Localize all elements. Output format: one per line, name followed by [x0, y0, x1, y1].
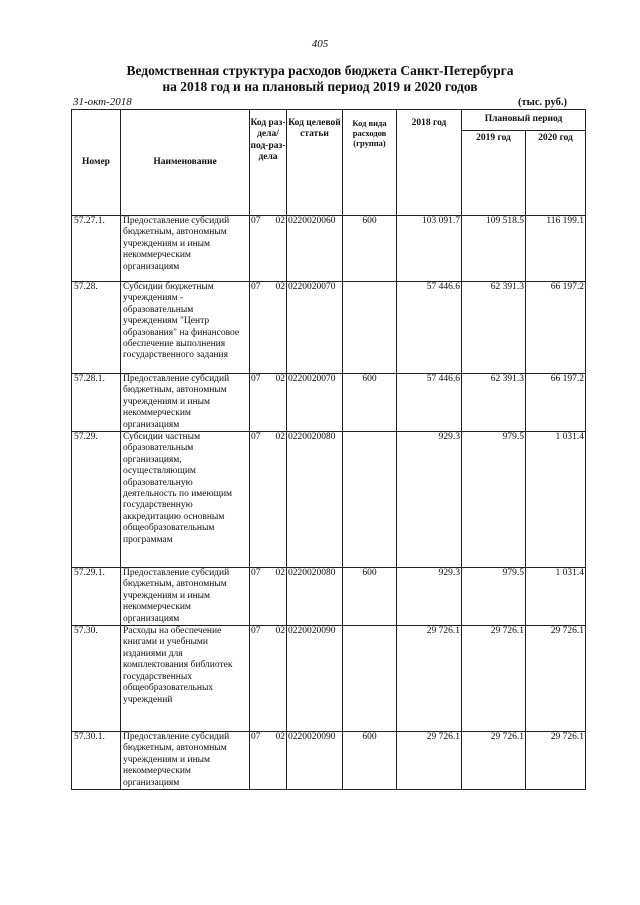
- row-target-code: 0220020070: [287, 282, 343, 374]
- subsection-code: 02: [275, 568, 285, 579]
- row-amount-2020: 66 197.2: [526, 374, 586, 432]
- row-expense-type: [343, 626, 397, 732]
- row-expense-type: [343, 282, 397, 374]
- table-row: [72, 374, 586, 432]
- section-code: 07: [251, 216, 261, 226]
- section-code: 07: [251, 626, 261, 637]
- report-date: 31-окт-2018: [73, 96, 132, 108]
- row-number: 57.30.1.: [72, 732, 121, 790]
- header-number: Номер: [72, 110, 121, 216]
- row-target-code: 0220020090: [287, 626, 343, 732]
- table-row: [72, 216, 586, 282]
- row-expense-type: 600: [343, 568, 397, 626]
- row-amount-2018: 103 091.7: [397, 216, 462, 282]
- header-2018: 2018 год: [397, 110, 462, 216]
- row-amount-2018: 929.3: [397, 568, 462, 626]
- subsection-code: 02: [275, 432, 285, 443]
- section-code: 07: [251, 568, 261, 579]
- section-code: 07: [251, 432, 261, 443]
- table-row: [72, 626, 586, 732]
- header-2019: 2019 год: [462, 131, 526, 216]
- title-line-2: на 2018 год и на плановый период 2019 и 2020 годов: [162, 79, 478, 94]
- header-section-code: Код раз-дела/ под-раз-дела: [250, 110, 287, 216]
- row-amount-2020: 116 199.1: [526, 216, 586, 282]
- row-section-code: [250, 374, 287, 432]
- units-label: (тыс. руб.): [518, 97, 567, 108]
- row-amount-2019: 62 391.3: [462, 282, 526, 374]
- subsection-code: 02: [275, 626, 285, 637]
- header-name: Наименование: [121, 110, 250, 216]
- row-amount-2019: 29 726.1: [462, 626, 526, 732]
- row-amount-2018: 929.3: [397, 432, 462, 568]
- row-amount-2019: 29 726.1: [462, 732, 526, 790]
- section-code: 07: [251, 732, 261, 743]
- row-target-code: 0220020080: [287, 568, 343, 626]
- row-amount-2019: 62 391.3: [462, 374, 526, 432]
- row-target-code: 0220020090: [287, 732, 343, 790]
- header-2020: 2020 год: [526, 131, 586, 216]
- row-name: Предоставление субсидий бюджетным, автономным учреждениям и иным некоммерческим организациям: [121, 374, 250, 432]
- row-name: Расходы на обеспечение книгами и учебными изданиями для комплектования библиотек государственных общеобразовательных учреждений: [121, 626, 250, 732]
- row-amount-2020: 1 031.4: [526, 568, 586, 626]
- row-expense-type: 600: [343, 216, 397, 282]
- subsection-code: 02: [275, 374, 285, 384]
- row-target-code: 0220020080: [287, 432, 343, 568]
- budget-table: [71, 109, 586, 790]
- header-expense-type-code: Код вида расходов (группа): [343, 110, 397, 216]
- row-amount-2019: 979.5: [462, 568, 526, 626]
- row-amount-2020: 29 726.1: [526, 732, 586, 790]
- row-amount-2020: 29 726.1: [526, 626, 586, 732]
- row-name: Предоставление субсидий бюджетным, автономным учреждениям и иным некоммерческим организациям: [121, 732, 250, 790]
- header-target-code: Код целевой статьи: [287, 110, 343, 216]
- row-number: 57.29.: [72, 432, 121, 568]
- row-amount-2018: 57 446.6: [397, 374, 462, 432]
- row-amount-2018: 57 446.6: [397, 282, 462, 374]
- section-code: 07: [251, 282, 261, 292]
- row-number: 57.28.: [72, 282, 121, 374]
- row-name: Предоставление субсидий бюджетным, автономным учреждениям и иным некоммерческим организациям: [121, 216, 250, 282]
- row-section-code: [250, 626, 287, 732]
- section-code: 07: [251, 374, 261, 384]
- row-number: 57.30.: [72, 626, 121, 732]
- row-amount-2020: 66 197.2: [526, 282, 586, 374]
- table-row: [72, 568, 586, 626]
- row-expense-type: 600: [343, 732, 397, 790]
- row-number: 57.28.1.: [72, 374, 121, 432]
- row-expense-type: 600: [343, 374, 397, 432]
- row-number: 57.27.1.: [72, 216, 121, 282]
- row-target-code: 0220020070: [287, 374, 343, 432]
- subsection-code: 02: [275, 732, 285, 743]
- row-section-code: [250, 282, 287, 374]
- row-expense-type: [343, 432, 397, 568]
- table-row: [72, 732, 586, 790]
- row-amount-2019: 979.5: [462, 432, 526, 568]
- row-section-code: [250, 216, 287, 282]
- table-row: [72, 282, 586, 374]
- row-amount-2018: 29 726.1: [397, 732, 462, 790]
- row-section-code: [250, 732, 287, 790]
- subsection-code: 02: [275, 282, 285, 292]
- row-amount-2020: 1 031.4: [526, 432, 586, 568]
- row-name: Субсидии частным образовательным организациям, осуществляющим образовательную деятельность по имеющим государственную аккредитацию основным общеобразовательным программам: [121, 432, 250, 568]
- row-section-code: [250, 568, 287, 626]
- row-amount-2019: 109 518.5: [462, 216, 526, 282]
- table-row: [72, 432, 586, 568]
- header-plan-period: Плановый период: [462, 110, 586, 131]
- row-amount-2018: 29 726.1: [397, 626, 462, 732]
- row-target-code: 0220020060: [287, 216, 343, 282]
- row-section-code: [250, 432, 287, 568]
- row-number: 57.29.1.: [72, 568, 121, 626]
- page-number: 405: [311, 38, 329, 50]
- subsection-code: 02: [275, 216, 285, 226]
- title-line-1: Ведомственная структура расходов бюджета Санкт-Петербурга: [126, 63, 514, 78]
- document-title: [0, 63, 640, 95]
- row-name: Предоставление субсидий бюджетным, автономным учреждениям и иным некоммерческим организациям: [121, 568, 250, 626]
- row-name: Субсидии бюджетным учреждениям - образовательным учреждениям "Центр образования" на финансовое обеспечение выполнения государственного задания: [121, 282, 250, 374]
